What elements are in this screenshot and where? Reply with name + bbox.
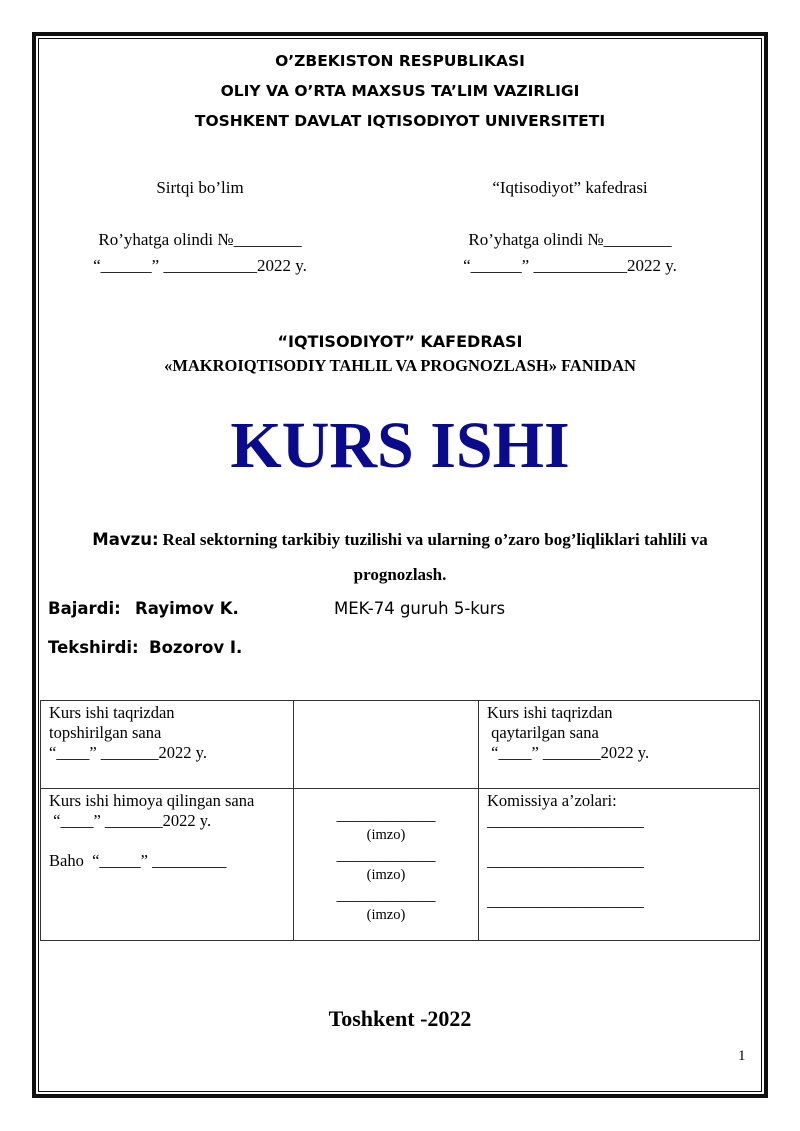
- commission-member-line-2: ___________________: [487, 851, 644, 870]
- signature-caption-3: (imzo): [366, 907, 406, 923]
- right-registration-date: “______” ___________2022 y.: [463, 256, 677, 275]
- defense-cell: [41, 789, 294, 941]
- defense-line-1: Kurs ishi himoya qilingan sana: [49, 791, 255, 810]
- commission-cell: [479, 789, 760, 941]
- commission-member-line-3: ___________________: [487, 891, 644, 910]
- header-university: TOSHKENT DAVLAT IQTISODIYOT UNIVERSITETI: [194, 112, 606, 130]
- returned-cell: [479, 701, 760, 789]
- commission-label: Komissiya a’zolari:: [487, 791, 617, 810]
- submitted-cell: [41, 701, 294, 789]
- document-title: KURS ISHI: [230, 409, 570, 482]
- signature-line-3: ____________: [336, 885, 436, 904]
- signature-caption-2: (imzo): [366, 867, 406, 883]
- topic-label: Mavzu:: [92, 530, 159, 549]
- commission-member-line-1: ___________________: [487, 811, 644, 830]
- reviewer-label: Tekshirdi:: [48, 638, 139, 657]
- signature-line-1: ____________: [336, 805, 436, 824]
- header-ministry: OLIY VA O’RTA MAXSUS TA’LIM VAZIRLIGI: [220, 82, 580, 100]
- left-registration-number: Ro’yhatga olindi №________: [98, 230, 302, 249]
- kafedra-title: “IQTISODIYOT” KAFEDRASI: [277, 332, 523, 351]
- signatures-cell: [294, 789, 479, 941]
- topic-line: [0, 530, 800, 550]
- submitted-date: “____” _______2022 y.: [49, 743, 207, 762]
- topic-text-continued: prognozlash.: [353, 565, 447, 584]
- subject-title: «MAKROIQTISODIY TAHLIL VA PROGNOZLASH» FANIDAN: [164, 356, 636, 375]
- returned-date: “____” _______2022 y.: [487, 743, 650, 762]
- submitted-line-1: Kurs ishi taqrizdan: [49, 703, 175, 722]
- empty-cell: [294, 701, 479, 789]
- page-number: 1: [738, 1048, 746, 1064]
- author-group: MEK-74 guruh 5-kurs: [334, 599, 506, 618]
- reviewer-name: Bozorov I.: [149, 638, 243, 657]
- grade-line: Baho “_____” _________: [49, 851, 227, 870]
- right-unit: “Iqtisodiyot” kafedrasi: [492, 178, 648, 197]
- signature-line-2: ____________: [336, 845, 436, 864]
- left-registration-date: “______” ___________2022 y.: [93, 256, 307, 275]
- left-unit: Sirtqi bo’lim: [156, 178, 244, 197]
- topic-text: Real sektorning tarkibiy tuzilishi va ularning o’zaro bog’liqliklari tahlili va: [162, 530, 708, 549]
- signature-caption-1: (imzo): [366, 827, 406, 843]
- defense-date: “____” _______2022 y.: [49, 811, 212, 830]
- returned-line-2: qaytarilgan sana: [487, 723, 599, 742]
- submitted-line-2: topshirilgan sana: [49, 723, 162, 742]
- author-label: Bajardi:: [48, 599, 121, 618]
- header-republic: O’ZBEKISTON RESPUBLIKASI: [275, 52, 525, 70]
- returned-line-1: Kurs ishi taqrizdan: [487, 703, 613, 722]
- city-year: Toshkent -2022: [328, 1006, 472, 1031]
- right-registration-number: Ro’yhatga olindi №________: [468, 230, 672, 249]
- defense-table: [40, 700, 760, 941]
- author-name: Rayimov K.: [135, 599, 239, 618]
